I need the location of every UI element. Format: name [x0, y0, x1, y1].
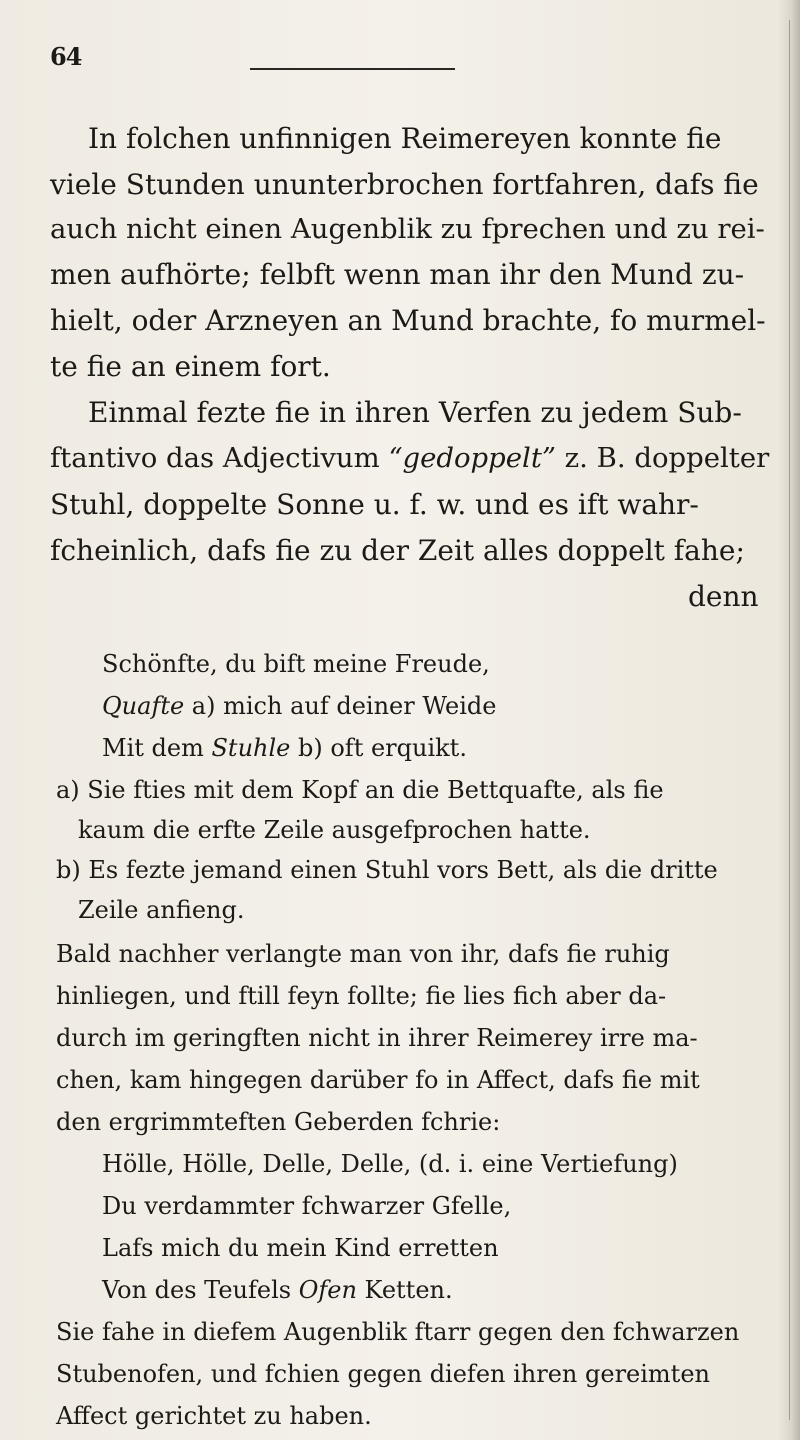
header-rule — [250, 68, 455, 70]
text-line: auch nicht einen Augenblik zu fprechen und zu rei- — [50, 213, 765, 245]
verse-line — [102, 692, 497, 720]
text-line: Stubenofen, und fchien gegen diefen ihren gereimten — [56, 1360, 710, 1388]
text-line: durch im geringften nicht in ihrer Reimerey irre ma- — [56, 1024, 698, 1052]
verse-line: Schönfte, du bift meine Freude, — [102, 650, 490, 678]
text-line: men aufhörte; felbft wenn man ihr den Mund zu- — [50, 258, 745, 291]
note-line: b) Es fezte jemand einen Stuhl vors Bett, als die dritte — [56, 856, 718, 884]
text-line: Einmal fezte fie in ihren Verfen zu jedem Sub- — [88, 396, 742, 429]
emphasis-text: Stuhle — [211, 734, 291, 762]
text-line: fcheinlich, dafs fie zu der Zeit alles doppelt fahe; — [50, 534, 745, 567]
text-run: z. B. doppelter — [555, 442, 770, 474]
verse-line: Du verdammter fchwarzer Gfelle, — [102, 1192, 512, 1220]
text-line: hinliegen, und ftill feyn follte; fie lies fich aber da- — [56, 982, 667, 1010]
verse-line: Hölle, Hölle, Delle, Delle, (d. i. eine Vertiefung) — [102, 1150, 678, 1178]
note-line: Zeile anfieng. — [78, 896, 245, 924]
text-line: te fie an einem fort. — [50, 350, 331, 383]
text-line: Stuhl, doppelte Sonne u. f. w. und es ift wahr- — [50, 488, 699, 521]
note-line: a) Sie fties mit dem Kopf an die Bettquafte, als fie — [56, 776, 664, 804]
verse-line — [102, 1276, 453, 1304]
emphasis-text: Quafte — [102, 692, 185, 720]
text-run: ftantivo das Adjectivum — [50, 442, 389, 474]
page-edge-line — [789, 20, 790, 1420]
text-line: viele Stunden ununterbrochen fortfahren, dafs fie — [50, 168, 759, 201]
text-line: den ergrimmteften Geberden fchrie: — [56, 1108, 501, 1136]
text-run: Mit dem — [102, 734, 212, 762]
text-line: Bald nachher verlangte man von ihr, dafs fie ruhig — [56, 940, 670, 968]
verse-line — [102, 734, 467, 762]
verse-line: Lafs mich du mein Kind erretten — [102, 1234, 499, 1262]
text-run: Ketten. — [356, 1276, 453, 1304]
text-line — [50, 442, 769, 474]
text-run: Von des Teufels — [102, 1276, 299, 1304]
emphasis-text: “gedoppelt” — [388, 442, 556, 474]
text-line: Affect gerichtet zu haben. — [56, 1402, 372, 1430]
page-number: 64 — [50, 42, 82, 71]
text-line: chen, kam hingegen darüber fo in Affect, dafs fie mit — [56, 1066, 700, 1094]
text-run: a) mich auf deiner Weide — [184, 692, 497, 720]
text-line: In folchen unfinnigen Reimereyen konnte fie — [88, 122, 722, 155]
catchword: denn — [688, 580, 759, 613]
emphasis-text: Ofen — [298, 1276, 357, 1304]
note-line: kaum die erfte Zeile ausgefprochen hatte. — [78, 816, 591, 844]
text-run: b) oft erquikt. — [290, 734, 467, 762]
text-line: hielt, oder Arzneyen an Mund brachte, fo murmel- — [50, 304, 766, 337]
text-line: Sie fahe in diefem Augenblik ftarr gegen den fchwarzen — [56, 1318, 740, 1346]
